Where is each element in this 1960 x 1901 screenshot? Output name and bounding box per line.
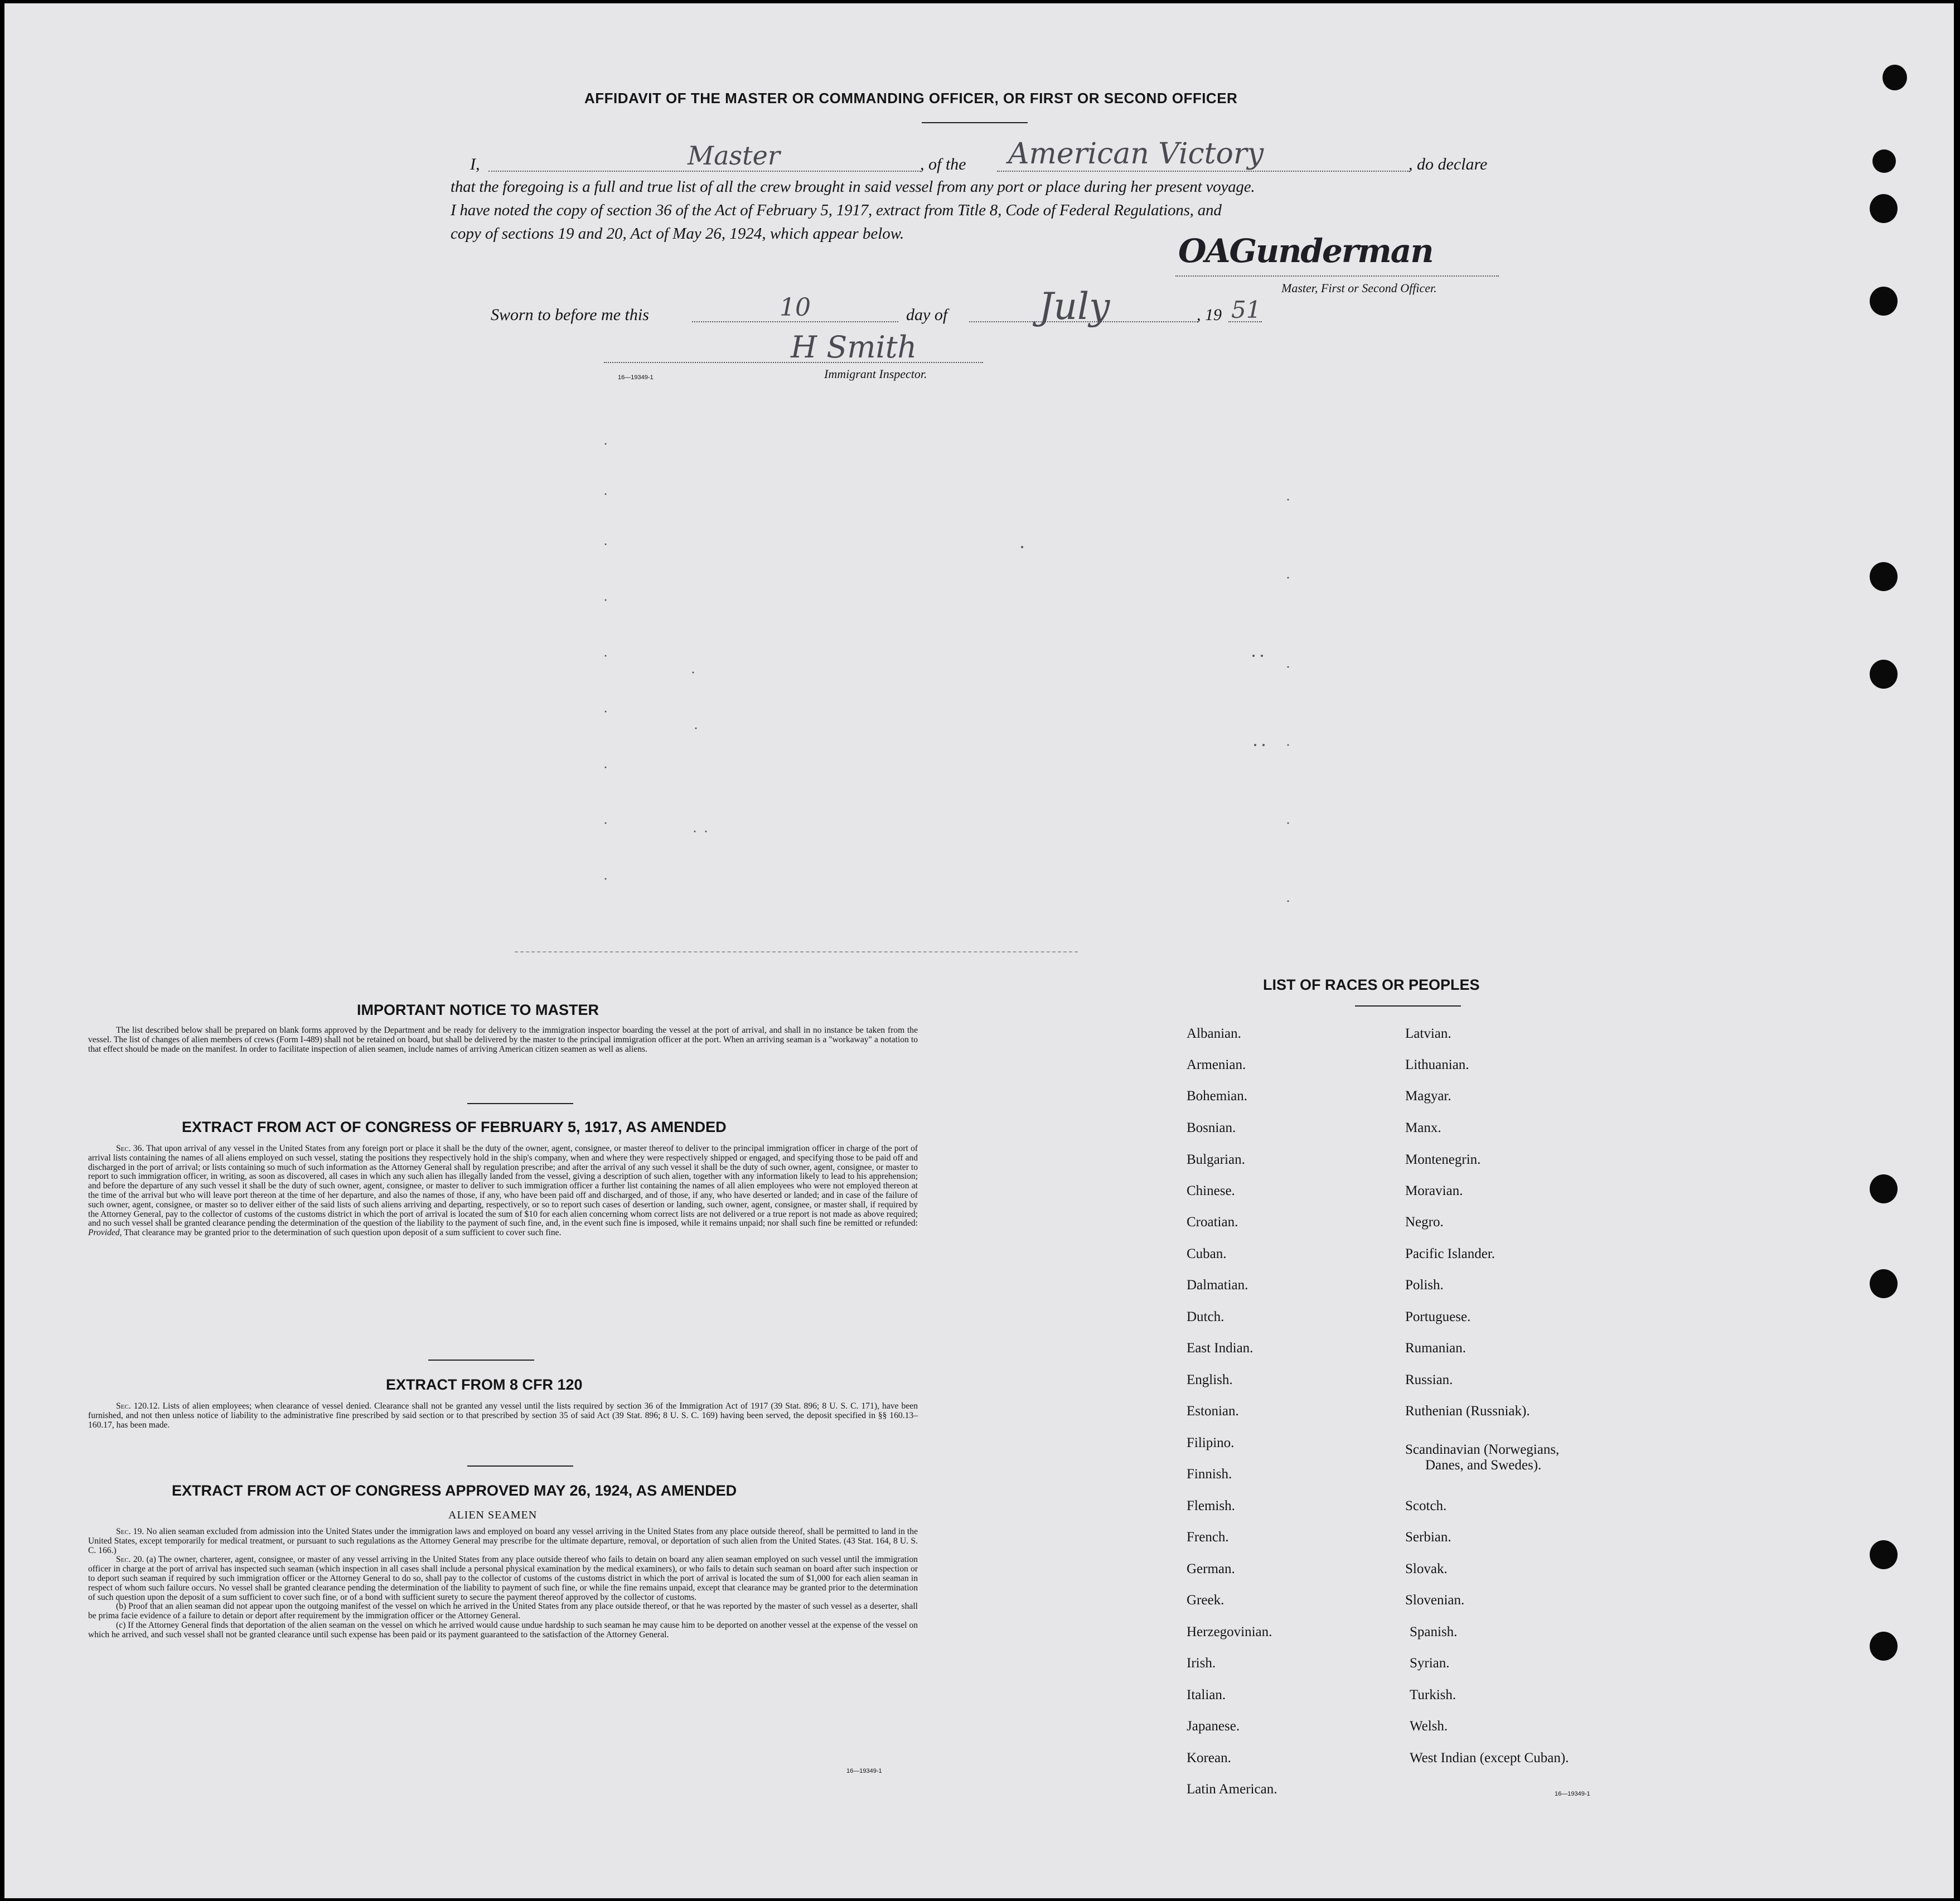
year-field xyxy=(1228,321,1262,322)
sworn-prefix: Sworn to before me this xyxy=(491,306,649,324)
faint-fold-line xyxy=(515,951,1078,952)
punch-hole xyxy=(1870,1540,1898,1569)
race-item: East Indian. xyxy=(1187,1341,1254,1356)
race-item: Danes, and Swedes). xyxy=(1425,1458,1542,1473)
race-item: Slovenian. xyxy=(1405,1593,1465,1608)
sec19-paragraph xyxy=(88,1527,918,1555)
race-item: Syrian. xyxy=(1410,1656,1450,1671)
race-item: Serbian. xyxy=(1405,1530,1451,1545)
race-item: Lithuanian. xyxy=(1405,1057,1469,1072)
master-signature: OAGunderman xyxy=(1178,232,1433,270)
vessel-field xyxy=(997,171,1410,172)
sec20a-paragraph xyxy=(88,1555,918,1602)
race-item: Montenegrin. xyxy=(1405,1152,1481,1167)
affidavit-line4: copy of sections 19 and 20, Act of May 26, 1924, which appear below. xyxy=(451,225,904,243)
alien-seamen-subheading: ALIEN SEAMEN xyxy=(448,1509,538,1521)
race-item: Dalmatian. xyxy=(1187,1278,1248,1293)
document-page xyxy=(4,3,1954,1898)
race-item: Cuban. xyxy=(1187,1246,1227,1261)
master-field xyxy=(488,171,921,172)
extract-1924-heading: EXTRACT FROM ACT OF CONGRESS APPROVED MAY 26, 1924, AS AMENDED xyxy=(172,1482,737,1499)
race-item: Polish. xyxy=(1405,1278,1444,1293)
punch-hole xyxy=(1870,562,1898,591)
race-item: Estonian. xyxy=(1187,1404,1239,1419)
punch-hole xyxy=(1870,194,1898,223)
cfr-heading: EXTRACT FROM 8 CFR 120 xyxy=(386,1376,583,1393)
divider xyxy=(428,1360,534,1361)
section-text: (a) The owner, charterer, agent, consignee, or master of any vessel arriving in the United States from any place outside thereof who fails to detain on board any alien seaman employed on such vessel until the immigration officer in charge at the port of arrival has inspected such seaman (which inspection in all cases shall include a personal physical examination by the medical examiners), or who fails to detain such seaman on board after such inspection or to deport such seaman if required by such immigration officer or the Attorney General to do so, shall pay to the collector of customs of the customs district in which the port of arrival is located the sum of $1,000 for each alien seaman in respect of whom such failure occurs. No vessel shall be granted clearance pending the determination of the liability to payment of such fine, or while the fine remains unpaid, except that clearance may be granted prior to the determination of such question upon the deposit of a sum sufficient to cover such fine, or of a bond with sufficient surety to secure the payment thereof approved by the collector of customs. xyxy=(88,1555,918,1602)
race-item: Chinese. xyxy=(1187,1183,1235,1198)
section-text: That upon arrival of any vessel in the United States from any foreign port or place it shall be the duty of the owner, agent, consignee, or master thereof to deliver to the principal immigration officer in charge of the port of arrival lists containing the names of all aliens employed on such vessel, stating the positions they respectively hold in the ship's company, when and where they were respectively shipped or engaged, and specifying those to be paid off and discharged in the port of arrival; or lists containing so much of such information as the Attorney General shall by regulation prescribe; and after the arrival of any such vessel it shall be the duty of such owner, agent, consignee, or master to report to such immigration officer, in writing, as soon as discovered, all cases in which any such alien has illegally landed from the vessel, giving a description of such alien, together with any information likely to lead to his apprehension; and before the departure of any such vessel it shall be the duty of such owner, agent, consignee, or master to deliver to such immigration officer a further list containing the names of all alien employees who were not employed thereon at the time of the arrival but who will leave port thereon at the time of her departure, and also the names of those, if any, who have been paid off and discharged, and of those, if any, who have deserted or landed; and in case of the failure of such owner, agent, consignee, or master so to deliver either of the said lists of such aliens arriving and departing, respectively, or so to report such cases of desertion or landing, such owner, agent, consignee, or master shall, if required by the Attorney General, pay to the collector of customs of the customs district in which the port of arrival is located the sum of $10 for each alien concerning whom correct lists are not delivered or a true report is not made as above required; and no such vessel shall be granted clearance pending the determination of the question of the liability to the payment of such fine, and, in the event such fine is imposed, while it remains unpaid; nor shall such fine be remitted or refunded: xyxy=(88,1144,918,1228)
race-item: Croatian. xyxy=(1187,1215,1238,1230)
race-item: Turkish. xyxy=(1410,1687,1456,1702)
race-item: Manx. xyxy=(1405,1120,1441,1135)
extract-1924-body xyxy=(88,1527,918,1640)
race-item: Italian. xyxy=(1187,1687,1226,1702)
divider xyxy=(1355,1005,1461,1007)
race-item: Spanish. xyxy=(1410,1624,1458,1639)
race-item: Korean. xyxy=(1187,1750,1231,1765)
divider xyxy=(467,1465,573,1467)
form-number: 16—19349-1 xyxy=(846,1768,882,1774)
race-item: West Indian (except Cuban). xyxy=(1410,1750,1569,1765)
punch-hole xyxy=(1870,660,1898,689)
race-item: Japanese. xyxy=(1187,1719,1240,1734)
section-text: No alien seaman excluded from admission into the United States under the immigration laws and employed on board any vessel arriving in the United States from any place outside thereof, shall be permitted to land in the United States, except temporarily for medical treatment, or pursuant to such regulations as the Attorney General may prescribe for the ultimate departure, removal, or deportation of such alien from the United States. (43 Stat. 164, 8 U. S. C. 166.) xyxy=(88,1527,918,1555)
section-label: Sec. 19. xyxy=(116,1527,144,1536)
race-item: Bohemian. xyxy=(1187,1089,1248,1104)
divider xyxy=(467,1103,573,1104)
affidavit-i: I, xyxy=(470,155,480,173)
race-item: Ruthenian (Russniak). xyxy=(1405,1404,1530,1419)
year-prefix: , 19 xyxy=(1197,306,1222,324)
race-item: Russian. xyxy=(1405,1372,1453,1387)
cfr-body xyxy=(88,1402,918,1430)
of-the-label: , of the xyxy=(920,155,966,173)
race-item: Magyar. xyxy=(1405,1089,1451,1104)
section-text-end: That clearance may be granted prior to the determination of such question upon deposit of a sum sufficient to cover such fine. xyxy=(124,1228,562,1238)
section-label: Sec. 36. xyxy=(116,1144,144,1153)
race-item: Bosnian. xyxy=(1187,1120,1236,1135)
vessel-value: American Victory xyxy=(1008,137,1264,171)
punch-hole xyxy=(1882,65,1907,90)
provided-term: Provided, xyxy=(88,1228,122,1238)
race-item: Rumanian. xyxy=(1405,1341,1467,1356)
notice-heading: IMPORTANT NOTICE TO MASTER xyxy=(357,1002,599,1018)
title-divider xyxy=(922,122,1028,123)
punch-hole xyxy=(1872,149,1896,173)
form-number: 16—19349-1 xyxy=(618,374,654,381)
punch-hole xyxy=(1870,1269,1898,1298)
race-item: Greek. xyxy=(1187,1593,1225,1608)
race-item: Latvian. xyxy=(1405,1026,1451,1041)
race-item: Portuguese. xyxy=(1405,1309,1471,1324)
race-item: Scandinavian (Norwegians, xyxy=(1405,1442,1560,1457)
race-item: Negro. xyxy=(1405,1215,1444,1230)
race-item: German. xyxy=(1187,1561,1235,1576)
race-item: Irish. xyxy=(1187,1656,1216,1671)
month-value: July xyxy=(1039,285,1110,328)
extract-1917-heading: EXTRACT FROM ACT OF CONGRESS OF FEBRUARY 5, 1917, AS AMENDED xyxy=(182,1119,727,1135)
race-item: Albanian. xyxy=(1187,1026,1241,1041)
signature-caption: Master, First or Second Officer. xyxy=(1281,281,1437,295)
sec20c-paragraph: (c) If the Attorney General finds that deportation of the alien seaman on the vessel on which he arrived would cause undue hardship to such seaman he may cause him to be deported on another vessel at the expense of the vessel on which he arrived, and such vessel shall not be granted clearance until such expense has been paid or its payment guaranteed to the satisfaction of the Attorney General. xyxy=(88,1620,918,1639)
inspector-signature: H Smith xyxy=(791,330,917,365)
race-item: Flemish. xyxy=(1187,1498,1235,1513)
race-item: Slovak. xyxy=(1405,1561,1448,1576)
race-item: French. xyxy=(1187,1530,1229,1545)
race-item: Dutch. xyxy=(1187,1309,1225,1324)
day-value: 10 xyxy=(780,293,811,322)
races-heading: LIST OF RACES OR PEOPLES xyxy=(1263,976,1480,993)
affidavit-line2: that the foregoing is a full and true list of all the crew brought in said vessel from any port or place during her present voyage. xyxy=(451,178,1255,196)
affidavit-line3: I have noted the copy of section 36 of the Act of February 5, 1917, extract from Title 8, Code of Federal Regulations, and xyxy=(451,201,1222,219)
master-value: Master xyxy=(688,141,780,171)
section-label: Sec. 20. xyxy=(116,1555,144,1565)
race-item: English. xyxy=(1187,1372,1233,1387)
race-item: Pacific Islander. xyxy=(1405,1246,1496,1261)
section-label: Sec. 120.12. xyxy=(116,1401,160,1411)
section-text: Lists of alien employees; when clearance of vessel denied. Clearance shall not be granted any vessel until the lists required by section 36 of the Immigration Act of 1917 (39 Stat. 896; 8 U. S. C. 171), have been furnished, and not then unless notice of liability to the administrative fine prescribed by said section or to that prescribed by section 35 of said Act (39 Stat. 896; 8 U. S. C. 169) having been served, the deposit specified in §§ 160.13–160.17, has been made. xyxy=(88,1401,918,1430)
punch-hole xyxy=(1870,1174,1898,1203)
sec20b-paragraph: (b) Proof that an alien seaman did not appear upon the outgoing manifest of the vessel on which he arrived in the United States from any place outside thereof, or that he was reported by the master of such vessel as a deserter, shall be prima facie evidence of a failure to detain or deport after requirement by the immigration officer or the Attorney General. xyxy=(88,1602,918,1621)
punch-hole xyxy=(1870,1632,1898,1661)
race-item: Latin American. xyxy=(1187,1782,1277,1797)
do-declare-label: , do declare xyxy=(1409,155,1488,173)
race-item: Bulgarian. xyxy=(1187,1152,1245,1167)
affidavit-title: AFFIDAVIT OF THE MASTER OR COMMANDING OFFICER, OR FIRST OR SECOND OFFICER xyxy=(584,90,1238,107)
extract-1917-body xyxy=(88,1144,918,1238)
notice-body: The list described below shall be prepared on blank forms approved by the Department and be ready for delivery to the immigration inspector boarding the vessel at the port of arrival, and shall in no instance be taken from the vessel. The list of changes of alien members of crews (Form I-489) shall not be retained on board, but shall be delivered by the master to the principal immigration officer at the port. When an arriving seaman is a "workaway" a notation to that effect should be made on the manifest. In order to facilitate inspection of alien seamen, include names of arriving American citizen seamen as well as aliens. xyxy=(88,1026,918,1054)
form-number: 16—19349-1 xyxy=(1555,1791,1590,1797)
race-item: Herzegovinian. xyxy=(1187,1624,1272,1639)
race-item: Welsh. xyxy=(1410,1719,1448,1734)
year-value: 51 xyxy=(1231,296,1261,323)
inspector-line xyxy=(604,362,983,363)
signature-line xyxy=(1175,275,1499,277)
day-of-label: day of xyxy=(906,306,948,324)
race-item: Armenian. xyxy=(1187,1057,1246,1072)
blank-area-marks xyxy=(596,433,1309,968)
punch-hole xyxy=(1870,287,1898,316)
race-item: Moravian. xyxy=(1405,1183,1463,1198)
inspector-caption: Immigrant Inspector. xyxy=(824,367,927,381)
race-item: Finnish. xyxy=(1187,1467,1232,1482)
race-item: Scotch. xyxy=(1405,1498,1447,1513)
race-item: Filipino. xyxy=(1187,1435,1235,1450)
